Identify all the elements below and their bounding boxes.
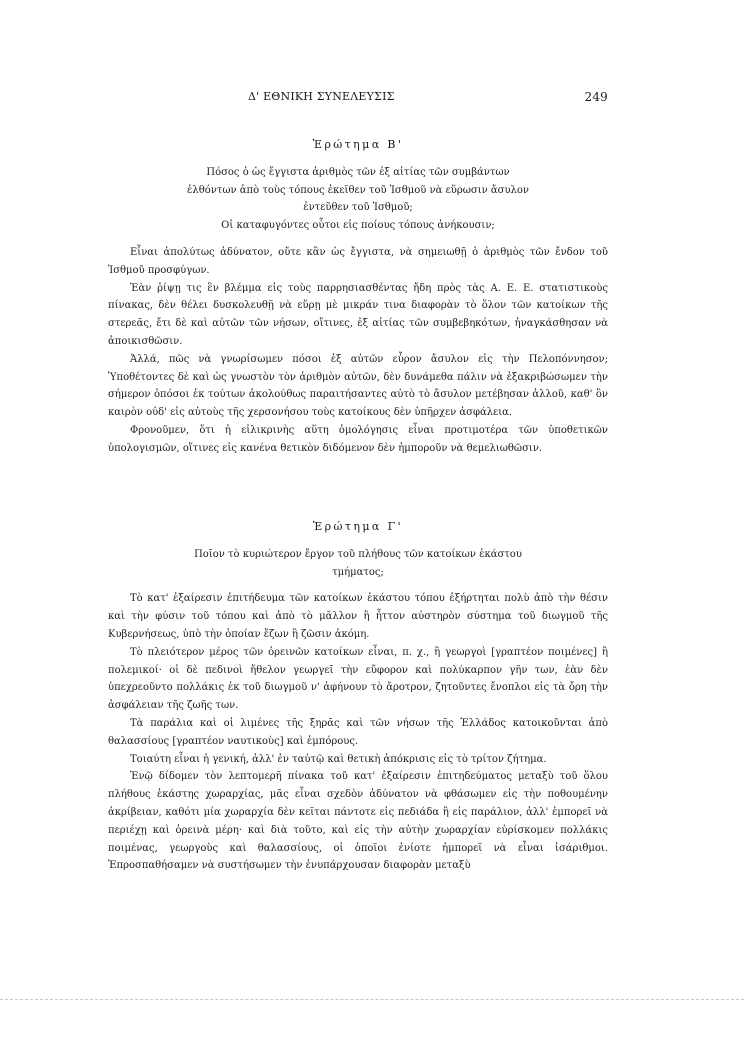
- question-b-line: Πόσος ὁ ὡς ἔγγιστα ἀριθμὸς τῶν ἐξ αἰτίας τῶν συμβάντων: [206, 166, 510, 178]
- question-b-line: Οἱ καταφυγόντες οὗτοι εἰς ποίους τόπους ἀνήκουσιν;: [221, 220, 495, 232]
- paragraph: Εἶναι ἀπολύτως ἀδύνατον, οὔτε κἂν ὡς ἔγγιστα, νὰ σημειωθῇ ὁ ἀριθμὸς τῶν ἔνδον τοῦ Ἰσθμοῦ προσφύγων.: [108, 246, 608, 276]
- scan-edge-rule: [0, 999, 744, 1000]
- section-question-c: [108, 518, 608, 875]
- paragraph: Φρονοῦμεν, ὅτι ἡ εἰλικρινὴς αὕτη ὁμολόγησις εἶναι προτιμοτέρα τῶν ὑποθετικῶν ὑπολογισμῶν, οἵτινες εἰς κανένα θετικὸν διδόμενον δὲν ἠμποροῦν νὰ θεμελιωθῶσιν.: [108, 424, 608, 454]
- paragraph: Ἐὰν ῥίψῃ τις ἓν βλέμμα εἰς τοὺς παρρησιασθέντας ἤδη πρὸς τὰς Α. Ε. Ε. στατιστικοὺς πίνακας, δὲν θέλει δυσκολευθῇ νὰ εὕρῃ μὲ μικράν τινα διαφορὰν τὸ ὅλον τῶν κατοίκων τῆς στερεᾶς, ἔτι δὲ καὶ αὐτῶν τῶν νήσων, οἵτινες, ἐξ αἰτίας τῶν συμβεβηκότων, ἠναγκάσθησαν νὰ ἀποικισθῶσιν.: [108, 282, 608, 347]
- question-b-line: ἐντεῦθεν τοῦ Ἰσθμοῦ;: [303, 202, 413, 214]
- section-question-b: [108, 136, 608, 458]
- paragraph: Τὸ πλειότερον μέρος τῶν ὀρεινῶν κατοίκων εἶναι, π. χ., ἢ γεωργοὶ [γραπτέον ποιμένες] ἢ πολεμικοί· οἱ δὲ πεδινοὶ ἤθελον γεωργεῖ τὴν εὔφορον καὶ πολύκαρπον γῆν των, ἐὰν δὲν ὑπεχρεοῦντο πολλάκις ἐκ τοῦ διωγμοῦ ν' ἀφήνουν τὸ ἄροτρον, ζητοῦντες ἔνοπλοι εἰς τὰ ὄρη τὴν ἀσφάλειαν τῆς ζωῆς των.: [108, 646, 608, 712]
- paragraph: Τὸ κατ' ἐξαίρεσιν ἐπιτήδευμα τῶν κατοίκων ἑκάστου τόπου ἐξήρτηται πολὺ ἀπὸ τὴν θέσιν καὶ τὴν φύσιν τοῦ τόπου καὶ ἀπὸ τὸ μᾶλλον ἢ ἧττον αὐστηρὸν σύστημα τοῦ διωγμοῦ τῆς Κυβερνήσεως, ὑπὸ τὴν ὁποίαν ἔζων ἢ ζῶσιν ἀκόμη.: [108, 593, 608, 640]
- question-c-heading: Ἐρώτημα Γ': [312, 520, 404, 533]
- answer-c-body: [108, 590, 608, 875]
- paragraph: Ἀλλά, πῶς νὰ γνωρίσωμεν πόσοι ἐξ αὐτῶν εὗρον ἄσυλον εἰς τὴν Πελοπόννησον; Ὑποθέτοντες δὲ καὶ ὡς γνωστὸν τὸν ἀριθμὸν αὐτῶν, δὲν δυνάμεθα πάλιν νὰ ἐξακριβώσωμεν τὴν σήμερον ὁπόσοι ἐκ τούτων ἀκολούθως παραιτήσαντες αὐτὸ τὸ ἄσυλον μετέβησαν ἀλλοῦ, καθ' ὃν καιρὸν οὐδ' εἰς αὐτοὺς τῆς χερσονήσου τοὺς κατοίκους δὲν ὑπῆρχεν ἀσφάλεια.: [108, 353, 608, 419]
- paragraph: Τὰ παράλια καὶ οἱ λιμένες τῆς ξηρᾶς καὶ τῶν νήσων τῆς Ἑλλάδος κατοικοῦνται ἀπὸ θαλασσίους [γραπτέον ναυτικοὺς] καὶ ἐμπόρους.: [108, 717, 608, 747]
- question-b-heading: Ἐρώτημα Β': [312, 138, 404, 151]
- question-b-line: ἐλθόντων ἀπὸ τοὺς τόπους ἐκεῖθεν τοῦ Ἰσθμοῦ νὰ εὕρωσιν ἄσυλον: [187, 184, 529, 196]
- running-title: Δ' ΕΘΝΙΚΗ ΣΥΝΕΛΕΥΣΙΣ: [248, 90, 395, 103]
- question-c-line: Ποῖον τὸ κυριώτερον ἔργον τοῦ πλήθους τῶν κατοίκων ἑκάστου: [194, 548, 522, 560]
- question-c-line: τμήματος;: [332, 566, 384, 578]
- paragraph: Τοιαύτη εἶναι ἡ γενική, ἀλλ' ἐν ταὐτῷ καὶ θετικὴ ἀπόκρισις εἰς τὸ τρίτον ζήτημα.: [130, 753, 547, 765]
- paragraph: Ἐνῷ δίδομεν τὸν λεπτομερῆ πίνακα τοῦ κατ' ἐξαίρεσιν ἐπιτηδεύματος μεταξὺ τοῦ ὅλου πλήθους ἑκάστης χωραρχίας, μᾶς εἶναι σχεδὸν ἀδύνατον νὰ φθάσωμεν εἰς τὴν ποθουμένην ἀκρίβειαν, καθότι μία χωραρχία δὲν κεῖται πάντοτε εἰς πεδιάδα ἢ εἰς παράλιον, ἀλλ' ἐμπορεῖ νὰ περιέχῃ καὶ ὀρεινὰ μέρη· καὶ διὰ τοῦτο, καὶ εἰς τὴν αὐτὴν χωραρχίαν εὑρίσκομεν πολλάκις ποιμένας, γεωργοὺς καὶ θαλασσίους, οἱ ὁποῖοι ἐνίοτε ἠμπορεῖ νὰ εἶναι ἰσάριθμοι. Ἐπροσπαθήσαμεν νὰ συστήσωμεν τὴν ἐνυπάρχουσαν διαφορὰν μεταξὺ: [108, 771, 608, 872]
- answer-b-body: [108, 244, 608, 458]
- page-number: 249: [584, 90, 608, 104]
